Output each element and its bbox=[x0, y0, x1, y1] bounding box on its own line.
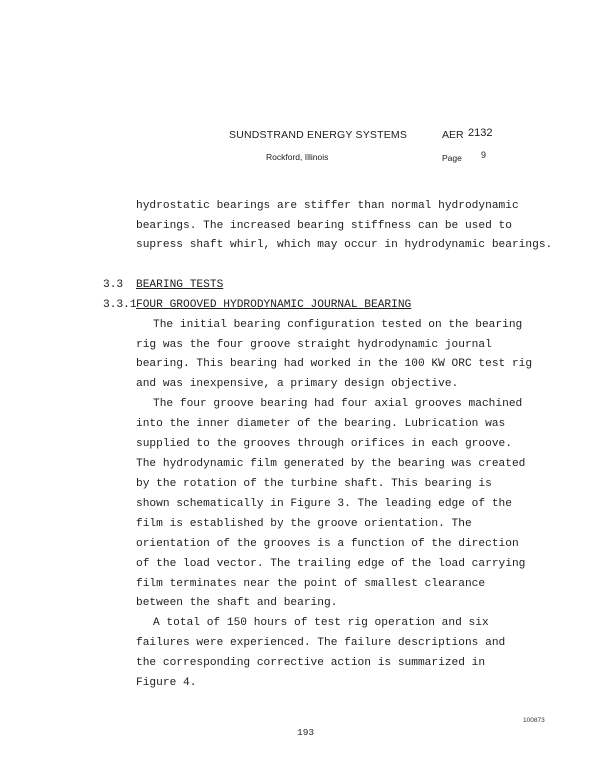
paragraph-line: supplied to the grooves through orifices in each groove. bbox=[136, 438, 512, 450]
paragraph-line: rig was the four groove straight hydrodynamic journal bbox=[136, 339, 492, 351]
page-number: 9 bbox=[481, 150, 487, 160]
company-name: SUNDSTRAND ENERGY SYSTEMS bbox=[229, 129, 408, 141]
paragraph-line: of the load vector. The trailing edge of the load carrying bbox=[136, 558, 526, 570]
subsection-title: FOUR GROOVED HYDRODYNAMIC JOURNAL BEARING bbox=[136, 299, 412, 311]
paragraph-line: into the inner diameter of the bearing. Lubrication was bbox=[136, 418, 506, 430]
paragraph-line: the corresponding corrective action is summarized in bbox=[136, 657, 486, 669]
report-label: AER bbox=[442, 129, 464, 141]
page-label: Page bbox=[442, 153, 462, 163]
report-number: 2132 bbox=[468, 127, 493, 139]
section-number: 3.3 bbox=[103, 279, 124, 291]
intro-line: hydrostatic bearings are stiffer than normal hydrodynamic bbox=[136, 200, 519, 212]
document-code: 100873 bbox=[523, 717, 545, 724]
paragraph-line: by the rotation of the turbine shaft. This bearing is bbox=[136, 478, 492, 490]
paragraph-line: The four groove bearing had four axial grooves machined bbox=[153, 398, 523, 410]
section-title: BEARING TESTS bbox=[136, 279, 224, 291]
location: Rockford, Illinois bbox=[266, 152, 329, 162]
intro-line: supress shaft whirl, which may occur in hydrodynamic bearings. bbox=[136, 239, 553, 251]
paragraph-line: orientation of the grooves is a function of the direction bbox=[136, 538, 519, 550]
paragraph-line: Figure 4. bbox=[136, 677, 197, 689]
paragraph-line: shown schematically in Figure 3. The leading edge of the bbox=[136, 498, 512, 510]
paragraph-line: and was inexpensive, a primary design objective. bbox=[136, 378, 459, 390]
paragraph-line: between the shaft and bearing. bbox=[136, 597, 338, 609]
paragraph-line: failures were experienced. The failure descriptions and bbox=[136, 637, 506, 649]
paragraph-line: The initial bearing configuration tested on the bearing bbox=[153, 319, 523, 331]
paragraph-line: A total of 150 hours of test rig operation and six bbox=[153, 617, 489, 629]
intro-line: bearings. The increased bearing stiffness can be used to bbox=[136, 220, 512, 232]
footer-page-number: 193 bbox=[297, 727, 315, 738]
paragraph-line: film terminates near the point of smallest clearance bbox=[136, 578, 486, 590]
paragraph-line: film is established by the groove orientation. The bbox=[136, 518, 472, 530]
subsection-number: 3.3.1 bbox=[103, 299, 137, 311]
paragraph-line: bearing. This bearing had worked in the 100 KW ORC test rig bbox=[136, 358, 533, 370]
paragraph-line: The hydrodynamic film generated by the bearing was created bbox=[136, 458, 526, 470]
